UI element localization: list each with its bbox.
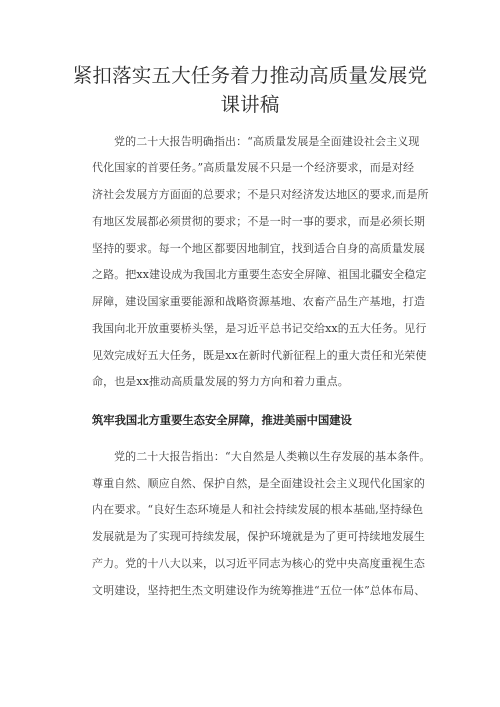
section-heading: 筑牢我国北方重要生态安全屏障，推进美丽中国建设 [92, 413, 352, 427]
paragraph-line: 党的二十大报告指出：“大自然是人类赖以生存发展的基本条件。 [114, 450, 431, 463]
paragraph-line: 尊重自然、顺应自然、保护自然，是全面建设社会主义现代化国家的 [92, 477, 425, 490]
paragraph-line: 党的二十大报告明确指出：“高质量发展是全面建设社会主义现 [114, 135, 420, 148]
paragraph-line: 之路。把xx建设成为我国北方重要生态安全屏障、祖国北疆安全稳定 [92, 268, 427, 281]
paragraph-line: 产力。党的十八大以来，以习近平同志为核心的党中央高度重视生态 [92, 557, 425, 570]
paragraph-line: 有地区发展都必须贯彻的要求；不是一时一事的要求，而是必须长期 [92, 215, 425, 228]
document-title-line-2: 课讲稿 [220, 93, 280, 116]
paragraph-line: 文明建设，坚持把生杰文明建设作为统筹推进“五位一体”总体布局、 [92, 584, 426, 597]
paragraph-line: 命，也是xx推动高质量发展的努力方向和着力重点。 [92, 375, 349, 388]
paragraph-line: 济社会发展方方面面的总要求；不是只对经济发达地区的要求,而是所 [92, 188, 429, 201]
paragraph-line: 发展就是为了实现可持续发展，保护环境就是为了更可持续地发展生 [92, 530, 425, 543]
paragraph-line: 坚持的要求。每一个地区都要因地制宜，找到适合自身的高质量发展 [92, 242, 425, 255]
paragraph-line: 内在要求。“良好生态环境是人和社会持续发展的根本基础,坚持绿色 [92, 503, 424, 516]
paragraph-line: 我国向北开放重要桥头堡，是习近平总书记交给xx的五大任务。见行 [92, 322, 427, 335]
paragraph-line: 代化国家的首要任务。”高质量发展不只是一个经济要求，而是对经 [92, 161, 415, 174]
paragraph-line: 见效完成好五大任务，既是xx在新时代新征程上的重大责任和光荣使 [92, 349, 427, 362]
paragraph-line: 屏障，建设国家重要能源和战略资源基地、农畜产品生产基地，打造 [92, 295, 425, 308]
document-title-line-1: 紧扣落实五大任务着力推动高质量发展党 [72, 64, 428, 87]
